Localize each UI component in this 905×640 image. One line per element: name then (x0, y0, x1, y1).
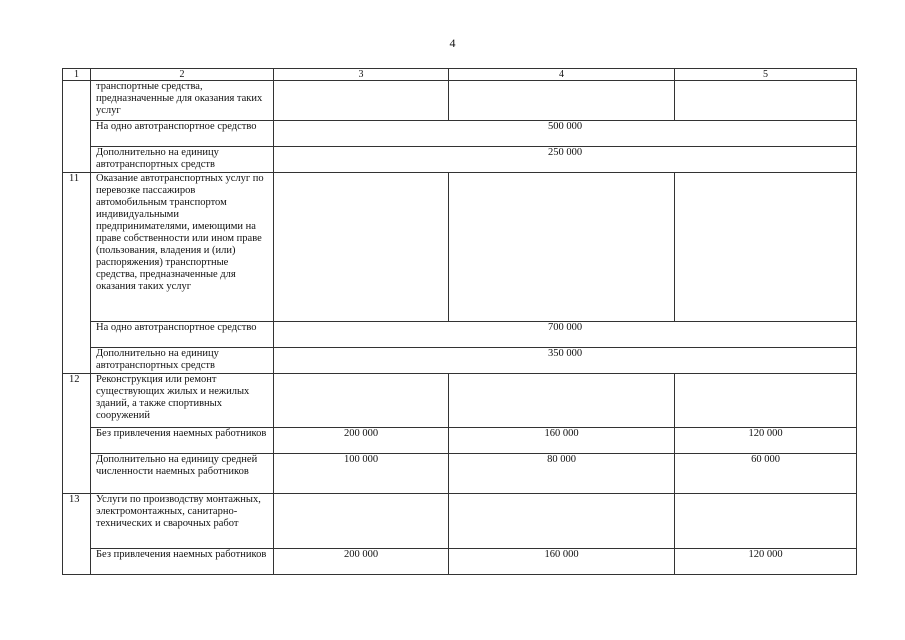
header-cell: 5 (675, 69, 857, 81)
subrow-label: Без привлечения наемных работников (91, 428, 274, 454)
table-row (63, 494, 857, 549)
activity-description: транспортные средства, предназначенные для оказания таких услуг (91, 81, 274, 121)
table-row (63, 121, 857, 147)
subrow-label: На одно автотранспортное средство (91, 121, 274, 147)
row-number: 12 (63, 374, 91, 494)
subrow-label: Дополнительно на единицу средней численности наемных работников (91, 454, 274, 494)
header-cell: 2 (91, 69, 274, 81)
subrow-label: Дополнительно на единицу автотранспортных средств (91, 348, 274, 374)
amount-value: 250 000 (274, 147, 857, 173)
activity-description: Услуги по производству монтажных, электромонтажных, санитарно-технических и сварочных работ (91, 494, 274, 549)
empty-cell (274, 173, 449, 322)
amount-value: 120 000 (675, 428, 857, 454)
empty-cell (675, 374, 857, 428)
amount-value: 160 000 (449, 428, 675, 454)
row-number: 11 (63, 173, 91, 374)
empty-cell (675, 494, 857, 549)
header-cell: 3 (274, 69, 449, 81)
amount-value: 200 000 (274, 428, 449, 454)
empty-cell (274, 81, 449, 121)
empty-cell (449, 374, 675, 428)
subrow-label: На одно автотранспортное средство (91, 322, 274, 348)
empty-cell (274, 374, 449, 428)
empty-cell (274, 494, 449, 549)
table-row (63, 549, 857, 575)
table-row (63, 147, 857, 173)
amount-value: 350 000 (274, 348, 857, 374)
empty-cell (675, 81, 857, 121)
header-row (63, 69, 857, 81)
amount-value: 500 000 (274, 121, 857, 147)
table-row (63, 173, 857, 322)
header-cell: 4 (449, 69, 675, 81)
activity-description: Оказание автотранспортных услуг по перевозке пассажиров автомобильным транспортом индивидуальными предпринимателями, имеющими на праве собственности или ином праве (пользования, владения и (или) распоряжения) транспортные средства, предназначенные для оказания таких услуг (91, 173, 274, 322)
empty-cell (675, 173, 857, 322)
activity-description: Реконструкция или ремонт существующих жилых и нежилых зданий, а также спортивных сооружений (91, 374, 274, 428)
amount-value: 100 000 (274, 454, 449, 494)
subrow-label: Дополнительно на единицу автотранспортных средств (91, 147, 274, 173)
row-number (63, 81, 91, 173)
table-row (63, 428, 857, 454)
amount-value: 120 000 (675, 549, 857, 575)
row-number: 13 (63, 494, 91, 575)
table-row (63, 374, 857, 428)
page-number: 4 (449, 36, 456, 50)
empty-cell (449, 494, 675, 549)
tariff-table (62, 68, 857, 575)
amount-value: 160 000 (449, 549, 675, 575)
amount-value: 80 000 (449, 454, 675, 494)
table-row (63, 322, 857, 348)
subrow-label: Без привлечения наемных работников (91, 549, 274, 575)
amount-value: 700 000 (274, 322, 857, 348)
header-cell: 1 (63, 69, 91, 81)
amount-value: 200 000 (274, 549, 449, 575)
empty-cell (449, 173, 675, 322)
table-row (63, 81, 857, 121)
amount-value: 60 000 (675, 454, 857, 494)
empty-cell (449, 81, 675, 121)
table-row (63, 454, 857, 494)
table-row (63, 348, 857, 374)
